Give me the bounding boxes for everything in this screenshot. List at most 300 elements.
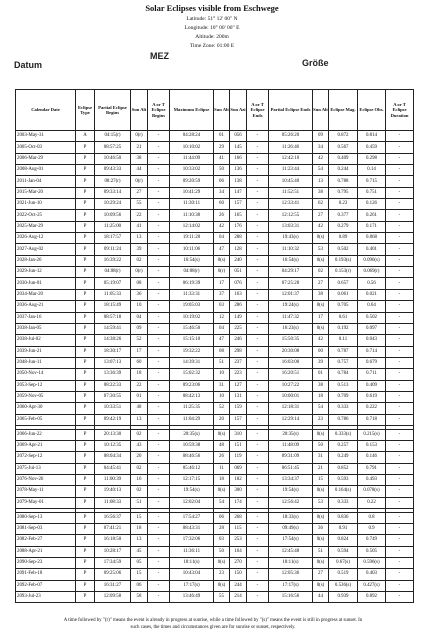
footnote-line-1: A time followed by "(r)" means the event is already in progress at sunrise, while a time followed by "(s)" means the event is still in progress at sunset. In xyxy=(63,618,363,623)
table-cell: 2003-May-31 xyxy=(16,131,76,142)
table-cell: 0.718 xyxy=(358,414,386,425)
table-cell: 0.493 xyxy=(358,474,386,485)
table-row xyxy=(16,176,414,187)
handwritten-mez-note: MEZ xyxy=(150,51,169,61)
table-cell: 34 xyxy=(313,142,329,153)
table-cell: 0.043 xyxy=(358,335,386,346)
table-cell: 2038-Jan-05 xyxy=(16,323,76,334)
table-cell: - xyxy=(247,335,269,346)
table-cell: 01 xyxy=(214,131,230,142)
table-cell: 2092-Feb-07 xyxy=(16,580,76,591)
table-cell: 0(r) xyxy=(214,267,230,278)
table-cell: 0.788 xyxy=(329,176,358,187)
timezone-text: Time Zone: 01:00 E xyxy=(189,43,235,49)
table-cell: - xyxy=(386,176,414,187)
column-header: A or T Eclipse Ends xyxy=(247,90,269,131)
table-cell: 2078-May-11 xyxy=(16,486,76,497)
eclipse-table xyxy=(15,89,414,603)
table-cell: P xyxy=(76,557,95,568)
table-cell: 02 xyxy=(131,255,148,266)
table-cell: 08:43:31 xyxy=(170,523,214,534)
table-cell: 0(s) xyxy=(214,486,230,497)
table-row xyxy=(16,369,414,380)
table-cell: 0.836 xyxy=(329,512,358,523)
table-cell: - xyxy=(386,142,414,153)
table-cell: 06 xyxy=(214,176,230,187)
table-cell: - xyxy=(148,312,170,323)
table-cell: 0.619 xyxy=(358,391,386,402)
table-cell: 29 xyxy=(214,142,230,153)
table-row xyxy=(16,210,414,221)
table-cell: 2093-Jul-23 xyxy=(16,591,76,602)
table-cell: - xyxy=(386,369,414,380)
table-cell: P xyxy=(76,512,95,523)
table-cell: 12:09:58 xyxy=(95,591,131,602)
table-cell: 38 xyxy=(313,187,329,198)
table-cell: 0.257 xyxy=(329,440,358,451)
table-cell: 11:25:00 xyxy=(95,221,131,232)
table-cell: 10:19:02 xyxy=(170,312,214,323)
table-cell: - xyxy=(148,452,170,463)
table-cell: - xyxy=(247,221,269,232)
table-cell: - xyxy=(247,267,269,278)
table-cell: A xyxy=(76,131,95,142)
column-header: Calendar Date xyxy=(16,90,76,131)
table-cell: - xyxy=(148,403,170,414)
table-row xyxy=(16,557,414,568)
table-cell: - xyxy=(386,255,414,266)
table-cell: 0.593 xyxy=(329,474,358,485)
table-cell: - xyxy=(386,380,414,391)
table-cell: P xyxy=(76,497,95,508)
table-cell: 19:24(s) xyxy=(269,301,313,312)
table-cell: 0.939 xyxy=(329,591,358,602)
table-cell: - xyxy=(148,346,170,357)
table-cell: 16:54(s) xyxy=(269,255,313,266)
table-cell: - xyxy=(247,233,269,244)
table-cell: 11:26:46 xyxy=(269,142,313,153)
table-cell: 52 xyxy=(131,335,148,346)
table-cell: - xyxy=(247,380,269,391)
table-cell: 09:20:59 xyxy=(170,176,214,187)
table-cell: 18:11(s) xyxy=(269,557,313,568)
table-cell: 2088-Apr-21 xyxy=(16,546,76,557)
table-cell: 0.401 xyxy=(358,244,386,255)
table-row xyxy=(16,233,414,244)
table-cell: 0.786 xyxy=(329,414,358,425)
table-cell: 09:11:24 xyxy=(95,244,131,255)
table-cell: 214 xyxy=(230,591,247,602)
table-cell: 0.333(s) xyxy=(329,429,358,440)
table-cell: 2027-Aug-02 xyxy=(16,244,76,255)
table-cell: 076 xyxy=(230,278,247,289)
table-cell: 47 xyxy=(214,335,230,346)
table-cell: 0.679 xyxy=(358,357,386,368)
table-cell: 17:17(s) xyxy=(269,580,313,591)
table-cell: - xyxy=(148,391,170,402)
table-cell: 164 xyxy=(230,546,247,557)
table-cell: 16:03:00 xyxy=(269,357,313,368)
table-cell: - xyxy=(247,474,269,485)
table-cell: 06:19:39 xyxy=(170,278,214,289)
table-cell: 0.244 xyxy=(329,165,358,176)
table-cell: 0.9 xyxy=(358,523,386,534)
table-cell: 17 xyxy=(131,346,148,357)
table-cell: 0.279 xyxy=(329,221,358,232)
table-cell: 48 xyxy=(214,440,230,451)
handwritten-datum-note: Datum xyxy=(14,60,43,70)
table-cell: 182 xyxy=(230,474,247,485)
table-cell: 19:40:13 xyxy=(95,486,131,497)
table-cell: - xyxy=(148,210,170,221)
table-cell: 0.126 xyxy=(358,199,386,210)
table-cell: 04:08(r) xyxy=(95,267,131,278)
table-cell: 0.078(s) xyxy=(358,486,386,497)
table-cell: 0.709 xyxy=(329,391,358,402)
table-cell: 10:33:51 xyxy=(95,403,131,414)
table-cell: - xyxy=(386,131,414,142)
table-cell: - xyxy=(148,199,170,210)
table-cell: 16:20:51 xyxy=(269,369,313,380)
table-cell: 12:42:10 xyxy=(269,153,313,164)
table-cell: - xyxy=(386,153,414,164)
table-cell: - xyxy=(148,289,170,300)
table-cell: 17:54(s) xyxy=(269,535,313,546)
table-cell: 2034-Mar-20 xyxy=(16,289,76,300)
table-row xyxy=(16,357,414,368)
table-cell: 10:33:02 xyxy=(170,165,214,176)
table-cell: 09:42:19 xyxy=(95,414,131,425)
table-cell: - xyxy=(148,267,170,278)
table-cell: P xyxy=(76,210,95,221)
table-cell: - xyxy=(247,497,269,508)
table-cell: 15:46:50 xyxy=(170,323,214,334)
column-header: Partial Eclipse Begins xyxy=(95,90,131,131)
table-cell: - xyxy=(148,176,170,187)
table-cell: 08:46:56 xyxy=(170,452,214,463)
table-cell: - xyxy=(386,323,414,334)
table-cell: - xyxy=(247,535,269,546)
table-cell: 53 xyxy=(313,244,329,255)
table-cell: 0.824 xyxy=(329,535,358,546)
table-cell: P xyxy=(76,312,95,323)
table-cell: 2015-Mar-20 xyxy=(16,187,76,198)
table-cell: 2090-Sep-23 xyxy=(16,557,76,568)
table-cell: 0.784 xyxy=(329,369,358,380)
table-cell: 02 xyxy=(131,486,148,497)
table-cell: - xyxy=(386,187,414,198)
table-cell: - xyxy=(148,512,170,523)
table-cell: 0.192 xyxy=(329,323,358,334)
table-cell: 44 xyxy=(313,591,329,602)
latitude-text: Latitude: 51° 12' 00" N xyxy=(186,16,238,22)
table-cell: 0.502 xyxy=(358,312,386,323)
table-row xyxy=(16,221,414,232)
table-cell: 26 xyxy=(214,452,230,463)
footnote-line-2: such cases, the times and circumstances given are for sunrise or sunset, respectively. xyxy=(130,625,296,630)
table-cell: 15 xyxy=(131,569,148,580)
table-cell: 2029-Jun-12 xyxy=(16,267,76,278)
table-row xyxy=(16,153,414,164)
table-cell: 2008-Aug-01 xyxy=(16,165,76,176)
table-cell: 53 xyxy=(313,497,329,508)
table-cell: - xyxy=(148,591,170,602)
table-cell: 0.513 xyxy=(329,380,358,391)
table-row xyxy=(16,244,414,255)
table-cell: 138 xyxy=(230,176,247,187)
table-cell: 03 xyxy=(214,301,230,312)
table-cell: - xyxy=(247,569,269,580)
table-cell: 17 xyxy=(313,312,329,323)
table-cell: 0.153(r) xyxy=(329,267,358,278)
table-cell: 0.502 xyxy=(329,244,358,255)
table-cell: P xyxy=(76,369,95,380)
table-cell: 16:39:22 xyxy=(95,255,131,266)
table-cell: 09 xyxy=(313,131,329,142)
table-row xyxy=(16,165,414,176)
table-cell: - xyxy=(247,153,269,164)
table-cell: 19:43(s) xyxy=(269,233,313,244)
table-cell: 51 xyxy=(313,546,329,557)
table-cell: 10:46:50 xyxy=(95,153,131,164)
page-title: Solar Eclipses visible from Eschwege xyxy=(145,3,279,13)
table-cell: 08:42:13 xyxy=(170,391,214,402)
table-cell: 0(s) xyxy=(313,255,329,266)
table-cell: 08:04:34 xyxy=(95,452,131,463)
table-cell: 157 xyxy=(230,199,247,210)
table-cell: 0.795 xyxy=(329,187,358,198)
table-cell: 2066-Jun-22 xyxy=(16,429,76,440)
table-cell: 11:10:38 xyxy=(170,210,214,221)
table-cell: 50 xyxy=(214,546,230,557)
table-cell: 13:03:31 xyxy=(269,221,313,232)
table-cell: 10:59:38 xyxy=(170,440,214,451)
table-cell: P xyxy=(76,535,95,546)
table-cell: - xyxy=(148,414,170,425)
table-cell: 08:57:25 xyxy=(95,142,131,153)
column-header: Eclipse Mag. xyxy=(329,90,358,131)
table-cell: 11:25:35 xyxy=(170,403,214,414)
column-header: A or T Eclipse Duration xyxy=(386,90,414,131)
table-cell: - xyxy=(386,391,414,402)
table-cell: 0(s) xyxy=(214,255,230,266)
table-cell: 2079-May-01 xyxy=(16,497,76,508)
table-cell: - xyxy=(148,142,170,153)
table-cell: 0.097 xyxy=(358,323,386,334)
table-cell: 310 xyxy=(230,429,247,440)
table-cell: 0.751 xyxy=(358,187,386,198)
table-cell: 0(s) xyxy=(313,233,329,244)
table-cell: P xyxy=(76,199,95,210)
table-cell: - xyxy=(148,474,170,485)
table-cell: 20:35(s) xyxy=(269,429,313,440)
table-row xyxy=(16,267,414,278)
table-cell: 0.153 xyxy=(358,440,386,451)
table-cell: 0.061 xyxy=(329,289,358,300)
table-cell: 45 xyxy=(131,546,148,557)
table-cell: - xyxy=(247,452,269,463)
table-cell: 09 xyxy=(131,323,148,334)
table-cell: - xyxy=(247,463,269,474)
table-cell: 151 xyxy=(230,440,247,451)
table-cell: 246 xyxy=(230,335,247,346)
table-row xyxy=(16,535,414,546)
table-cell: 10:43:04 xyxy=(170,569,214,580)
table-row xyxy=(16,255,414,266)
table-cell: 10:29:24 xyxy=(95,199,131,210)
table-cell: 0.021 xyxy=(358,289,386,300)
table-row xyxy=(16,199,414,210)
table-cell: 41 xyxy=(131,221,148,232)
table-cell: 16:56:37 xyxy=(95,512,131,523)
table-cell: 31 xyxy=(214,380,230,391)
table-cell: 21 xyxy=(131,142,148,153)
table-cell: 244 xyxy=(230,580,247,591)
table-cell: P xyxy=(76,452,95,463)
table-cell: 12:12:55 xyxy=(269,210,313,221)
table-cell: 2006-Mar-29 xyxy=(16,153,76,164)
table-row xyxy=(16,289,414,300)
table-cell: 12:33:41 xyxy=(269,199,313,210)
table-cell: - xyxy=(386,463,414,474)
table-cell: 39 xyxy=(313,357,329,368)
table-cell: 37 xyxy=(214,289,230,300)
table-row xyxy=(16,486,414,497)
table-cell: 05:26:20 xyxy=(269,131,313,142)
table-cell: - xyxy=(247,278,269,289)
table-cell: 19:54(s) xyxy=(269,486,313,497)
table-cell: 26 xyxy=(214,210,230,221)
column-header: Partial Eclipse Ends xyxy=(269,90,313,131)
table-cell: 0.596(s) xyxy=(358,557,386,568)
table-cell: - xyxy=(247,580,269,591)
table-cell: 13:34:37 xyxy=(269,474,313,485)
table-cell: 11:36:11 xyxy=(170,546,214,557)
handwritten-groesse-note: Größe xyxy=(302,58,329,68)
table-row xyxy=(16,346,414,357)
table-cell: 42 xyxy=(313,221,329,232)
table-row xyxy=(16,323,414,334)
table-cell: 0(s) xyxy=(313,301,329,312)
table-cell: P xyxy=(76,546,95,557)
table-cell: 50 xyxy=(313,440,329,451)
table-cell: 0.505 xyxy=(358,546,386,557)
table-cell: 22 xyxy=(131,210,148,221)
table-cell: 51 xyxy=(131,497,148,508)
table-cell: 0.67(s) xyxy=(329,557,358,568)
table-row xyxy=(16,142,414,153)
table-cell: 10:45:40 xyxy=(269,176,313,187)
table-cell: 02 xyxy=(131,463,148,474)
table-cell: - xyxy=(247,244,269,255)
table-cell: 0(r) xyxy=(131,176,148,187)
table-cell: 27 xyxy=(313,569,329,580)
table-cell: 10 xyxy=(214,391,230,402)
table-cell: 0(s) xyxy=(214,429,230,440)
table-cell: 2011-Jan-04 xyxy=(16,176,76,187)
table-cell: 15:02:32 xyxy=(170,369,214,380)
table-cell: 10 xyxy=(214,369,230,380)
table-cell: 11 xyxy=(214,463,230,474)
table-cell: P xyxy=(76,278,95,289)
table-cell: - xyxy=(386,523,414,534)
table-cell: - xyxy=(386,429,414,440)
table-cell: 0.872 xyxy=(329,131,358,142)
table-row xyxy=(16,591,414,602)
table-cell: 04:15(r) xyxy=(95,131,131,142)
table-cell: - xyxy=(247,369,269,380)
table-cell: 42 xyxy=(313,153,329,164)
table-cell: 11:33:31 xyxy=(170,289,214,300)
table-cell: - xyxy=(386,335,414,346)
table-cell: - xyxy=(148,255,170,266)
table-cell: - xyxy=(386,244,414,255)
table-cell: 0.222 xyxy=(358,403,386,414)
table-cell: 0.89 xyxy=(329,233,358,244)
table-cell: 223 xyxy=(230,369,247,380)
table-cell: 2065-Feb-05 xyxy=(16,414,76,425)
table-cell: 22 xyxy=(131,380,148,391)
table-row xyxy=(16,414,414,425)
table-cell: 0.757 xyxy=(329,357,358,368)
table-cell: - xyxy=(247,523,269,534)
table-cell: 2060-Apr-30 xyxy=(16,403,76,414)
table-cell: P xyxy=(76,463,95,474)
table-cell: P xyxy=(76,153,95,164)
table-cell: - xyxy=(148,357,170,368)
table-cell: - xyxy=(148,369,170,380)
table-cell: 0.22 xyxy=(358,497,386,508)
table-cell: 163 xyxy=(230,289,247,300)
table-cell: 12:45:48 xyxy=(269,546,313,557)
table-cell: 13:36:39 xyxy=(95,369,131,380)
table-cell: 39 xyxy=(131,244,148,255)
table-cell: 05 xyxy=(131,557,148,568)
table-cell: 44 xyxy=(131,165,148,176)
table-cell: 0.409 xyxy=(358,380,386,391)
table-cell: 0(s) xyxy=(313,486,329,497)
table-cell: 13 xyxy=(131,535,148,546)
table-cell: - xyxy=(148,523,170,534)
table-cell: 18 xyxy=(131,523,148,534)
table-cell: 14:38:26 xyxy=(95,335,131,346)
column-header: Sun Alt xyxy=(214,90,230,131)
table-cell: 28 xyxy=(214,523,230,534)
table-cell: 11:04:29 xyxy=(170,414,214,425)
table-cell: 268 xyxy=(230,512,247,523)
table-cell: 05:19:07 xyxy=(95,278,131,289)
table-cell: 0.8 xyxy=(358,512,386,523)
table-cell: - xyxy=(247,131,269,142)
table-cell: 2072-Sep-12 xyxy=(16,452,76,463)
table-cell: 42 xyxy=(313,335,329,346)
table-cell: - xyxy=(247,391,269,402)
longitude-text: Longitude: 10° 00' 00" E xyxy=(184,25,240,31)
table-cell: 0(s) xyxy=(313,323,329,334)
table-cell: 11:48:09 xyxy=(269,440,313,451)
table-cell: 11:52:51 xyxy=(269,187,313,198)
table-cell: 159 xyxy=(230,403,247,414)
table-row xyxy=(16,380,414,391)
table-cell: 08 xyxy=(214,346,230,357)
table-cell: 0.069(r) xyxy=(358,267,386,278)
table-cell: P xyxy=(76,591,95,602)
table-cell: 23 xyxy=(313,414,329,425)
table-cell: 12:02:04 xyxy=(170,497,214,508)
table-cell: 0.409 xyxy=(329,153,358,164)
table-cell: 03 xyxy=(214,535,230,546)
table-cell: - xyxy=(247,357,269,368)
